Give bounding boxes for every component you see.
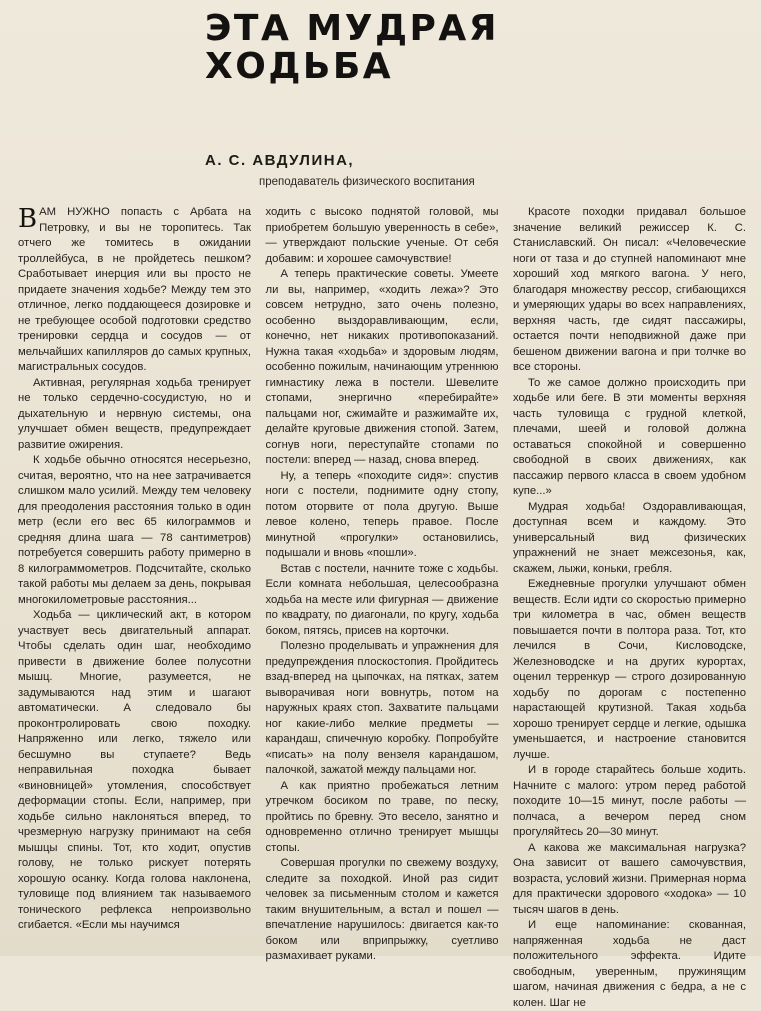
article-title xyxy=(205,10,499,86)
paragraph: Ну, а теперь «походите сидя»: спустив ноги с постели, поднимите одну стопу, потом оторвите от пола другую. Выше левое колено, теперь правое. После минутной «прогулки» остановились, подышали и вновь «пошли». xyxy=(265,469,499,559)
paragraph: Мудрая ходьба! Оздоравливающая, доступная всем и каждому. Это универсальный вид физических упражнений не знает межсезонья, как, скажем, лыжи, коньки, гребля. xyxy=(513,500,746,575)
paragraph: Красоте походки придавал большое значение великий режиссер К. С. Станиславский. Он писал: «Человеческие ноги от таза и до ступней напоминают мне хороший ход мягкого вагона. У него, благодаря множеству рессор, сгибающихся и умеряющих удары во всех направлениях, верхняя часть, где сидят пассажиры, остается почти неподвижной даже при бешеном движении вагона и при толчке во все стороны. xyxy=(513,206,746,373)
paragraph: Активная, регулярная ходьба тренирует не только сердечно-сосудистую, но и дыхательную и нервную системы, она улучшает обмен веществ, предупреждает развитие ожирения. xyxy=(18,376,251,451)
paragraph: И еще напоминание: скованная, напряженная ходьба не даст положительного эффекта. Идите свободным, уверенным, пружинящим шагом, начиная движения с бедра, а не с колен. Шаг не xyxy=(513,919,746,1009)
column-2 xyxy=(265,205,499,962)
title-line-2: ХОДЬБА xyxy=(205,46,394,87)
paragraph: И в городе старайтесь больше ходить. Начните с малого: утром перед работой походите 10—15 минут, после работы — полчаса, а вечером перед сном прогуляйтесь 20—30 минут. xyxy=(513,764,746,838)
paragraph: Встав с постели, начните тоже с ходьбы. Если комната небольшая, целесообразна ходьба на месте или фигурная — движение по квадрату, по диагонали, по кругу, ходьба боком, пятясь, присев на корточки. xyxy=(265,562,499,637)
paragraph: То же самое должно происходить при ходьбе или беге. В эти моменты верхняя часть туловища с грудной клеткой, плечами, шеей и головой должна оставаться спокойной и совершенно свободной в своих движениях, как пассажир первого класса в своем удобном купе...» xyxy=(513,376,746,497)
paragraph: Ежедневные прогулки улучшают обмен веществ. Если идти со скоростью примерно три километра в час, обмен веществ повышается почти в полтора раза. Тот, кто лечился в Сочи, Кисловодске, Железноводске и на других курортах, оценил терренкур — строго дозированную ходьбу по дорогам с постепенно нарастающей крутизной. Такая ходьба хорошо тренирует сердце и легкие, одышка уменьшается, и настроение становится лучше. xyxy=(513,578,746,761)
author-name: А. С. АВДУЛИНА, xyxy=(205,152,355,169)
paragraph: К ходьбе обычно относятся несерьезно, считая, вероятно, что на нее затрачивается слишком мало усилий. Между тем человеку для преодоления расстояния только в один метр (если его вес 65 килограммов и средняя длина шага — 78 сантиметров) потребуется совершить работу примерно в 8 килограммометров. Подсчитайте, сколько такой работы мы делаем за день, покрывая многокилометровые расстояния... xyxy=(18,454,251,606)
paragraph: Ходьба — циклический акт, в котором участвует весь двигательный аппарат. Чтобы сделать один шаг, необходимо привести в движение более полусотни мышц. Многие, разумеется, не задумываются над этим и шагают автоматически. А следовало бы проконтролировать свою походку. Напряженно или легко, тяжело или бесшумно вы ступаете? Ведь неправильная походка бывает «виновницей» утомления, способствует деформации стопы. Если, например, при ходьбе сильно наклоняться вперед, то чрезмерную нагрузку принимают на себя мышцы спины. Тот, кто ходит, опустив голову, не только рискует потерять хорошую осанку. Когда голова наклонена, туловище под влиянием так называемого тонического рефлекса непроизвольно сгибается. «Если мы научимся xyxy=(18,609,251,931)
paragraph: А теперь практические советы. Умеете ли вы, например, «ходить лежа»? Это совсем нетрудно, зато очень полезно, особенно выздоравливающим, если, конечно, нет никаких противопоказаний. Нужна такая «ходьба» и здоровым людям, особенно пожилым, начинающим утреннюю гимнастику лежа в постели. Шевелите стопами, энергично «перебирайте» пальцами ног, сжимайте и разжимайте их, делайте круговые движения стопой. Затем, согнув ноги, переступайте стопами по постели: вперед — назад, снова вперед. xyxy=(265,268,499,466)
column-1 xyxy=(18,205,251,953)
paragraph: ходить с высоко поднятой головой, мы приобретем большую уверенность в себе», — утверждают польские ученые. От себя добавим: и хорошее самочувствие! xyxy=(265,206,499,265)
paragraph: А как приятно пробежаться летним утречком босиком по траве, по песку, пройтись по бревну. Это весело, занятно и одновременно отлично тренирует мышцы стопы. xyxy=(265,779,499,854)
paragraph: А какова же максимальная нагрузка? Она зависит от вашего самочувствия, возраста, условий жизни. Примерная норма для практически здорового «ходока» — 10 тысяч шагов в день. xyxy=(513,841,746,916)
author-role: преподаватель физического воспитания xyxy=(259,176,475,188)
drop-cap: В xyxy=(18,204,38,234)
title-line-1: ЭТА МУДРАЯ xyxy=(205,8,499,49)
paragraph: Полезно проделывать и упражнения для предупреждения плоскостопия. Пройдитесь взад-вперед на цыпочках, на пятках, затем выворачивая ноги вовнутрь, потом на наружных краях стоп. Захватите пальцами ног какие-либо мелкие предметы — карандаш, спичечную коробку. Попробуйте «писать» на полу вензеля карандашом, палочкой, зажатой между пальцами ног. xyxy=(265,640,499,776)
column-3 xyxy=(513,205,746,1009)
article-body xyxy=(18,204,746,1009)
paragraph: ВАМ НУЖНО попасть с Арбата на Петровку, и вы не торопитесь. Так отчего же томитесь в ожидании троллейбуса, в не пройдетесь пешком? Сработывает инерция или вы просто не придаете значения ходьбе? Между тем это отличное, легко поддающееся дозировке и не требующее особой подготовки средство тренировки сердца и сосудов — от мельчайших капилляров до самых крупных, магистральных сосудов. xyxy=(18,204,251,373)
paragraph: Совершая прогулки по свежему воздуху, следите за походкой. Иной раз сидит человек за письменным столом и кажется таким внушительным, а встал и пошел — впечатление нарушилось: двигается как-то боком или вприпрыжку, суетливо размахивает руками. xyxy=(265,857,499,962)
